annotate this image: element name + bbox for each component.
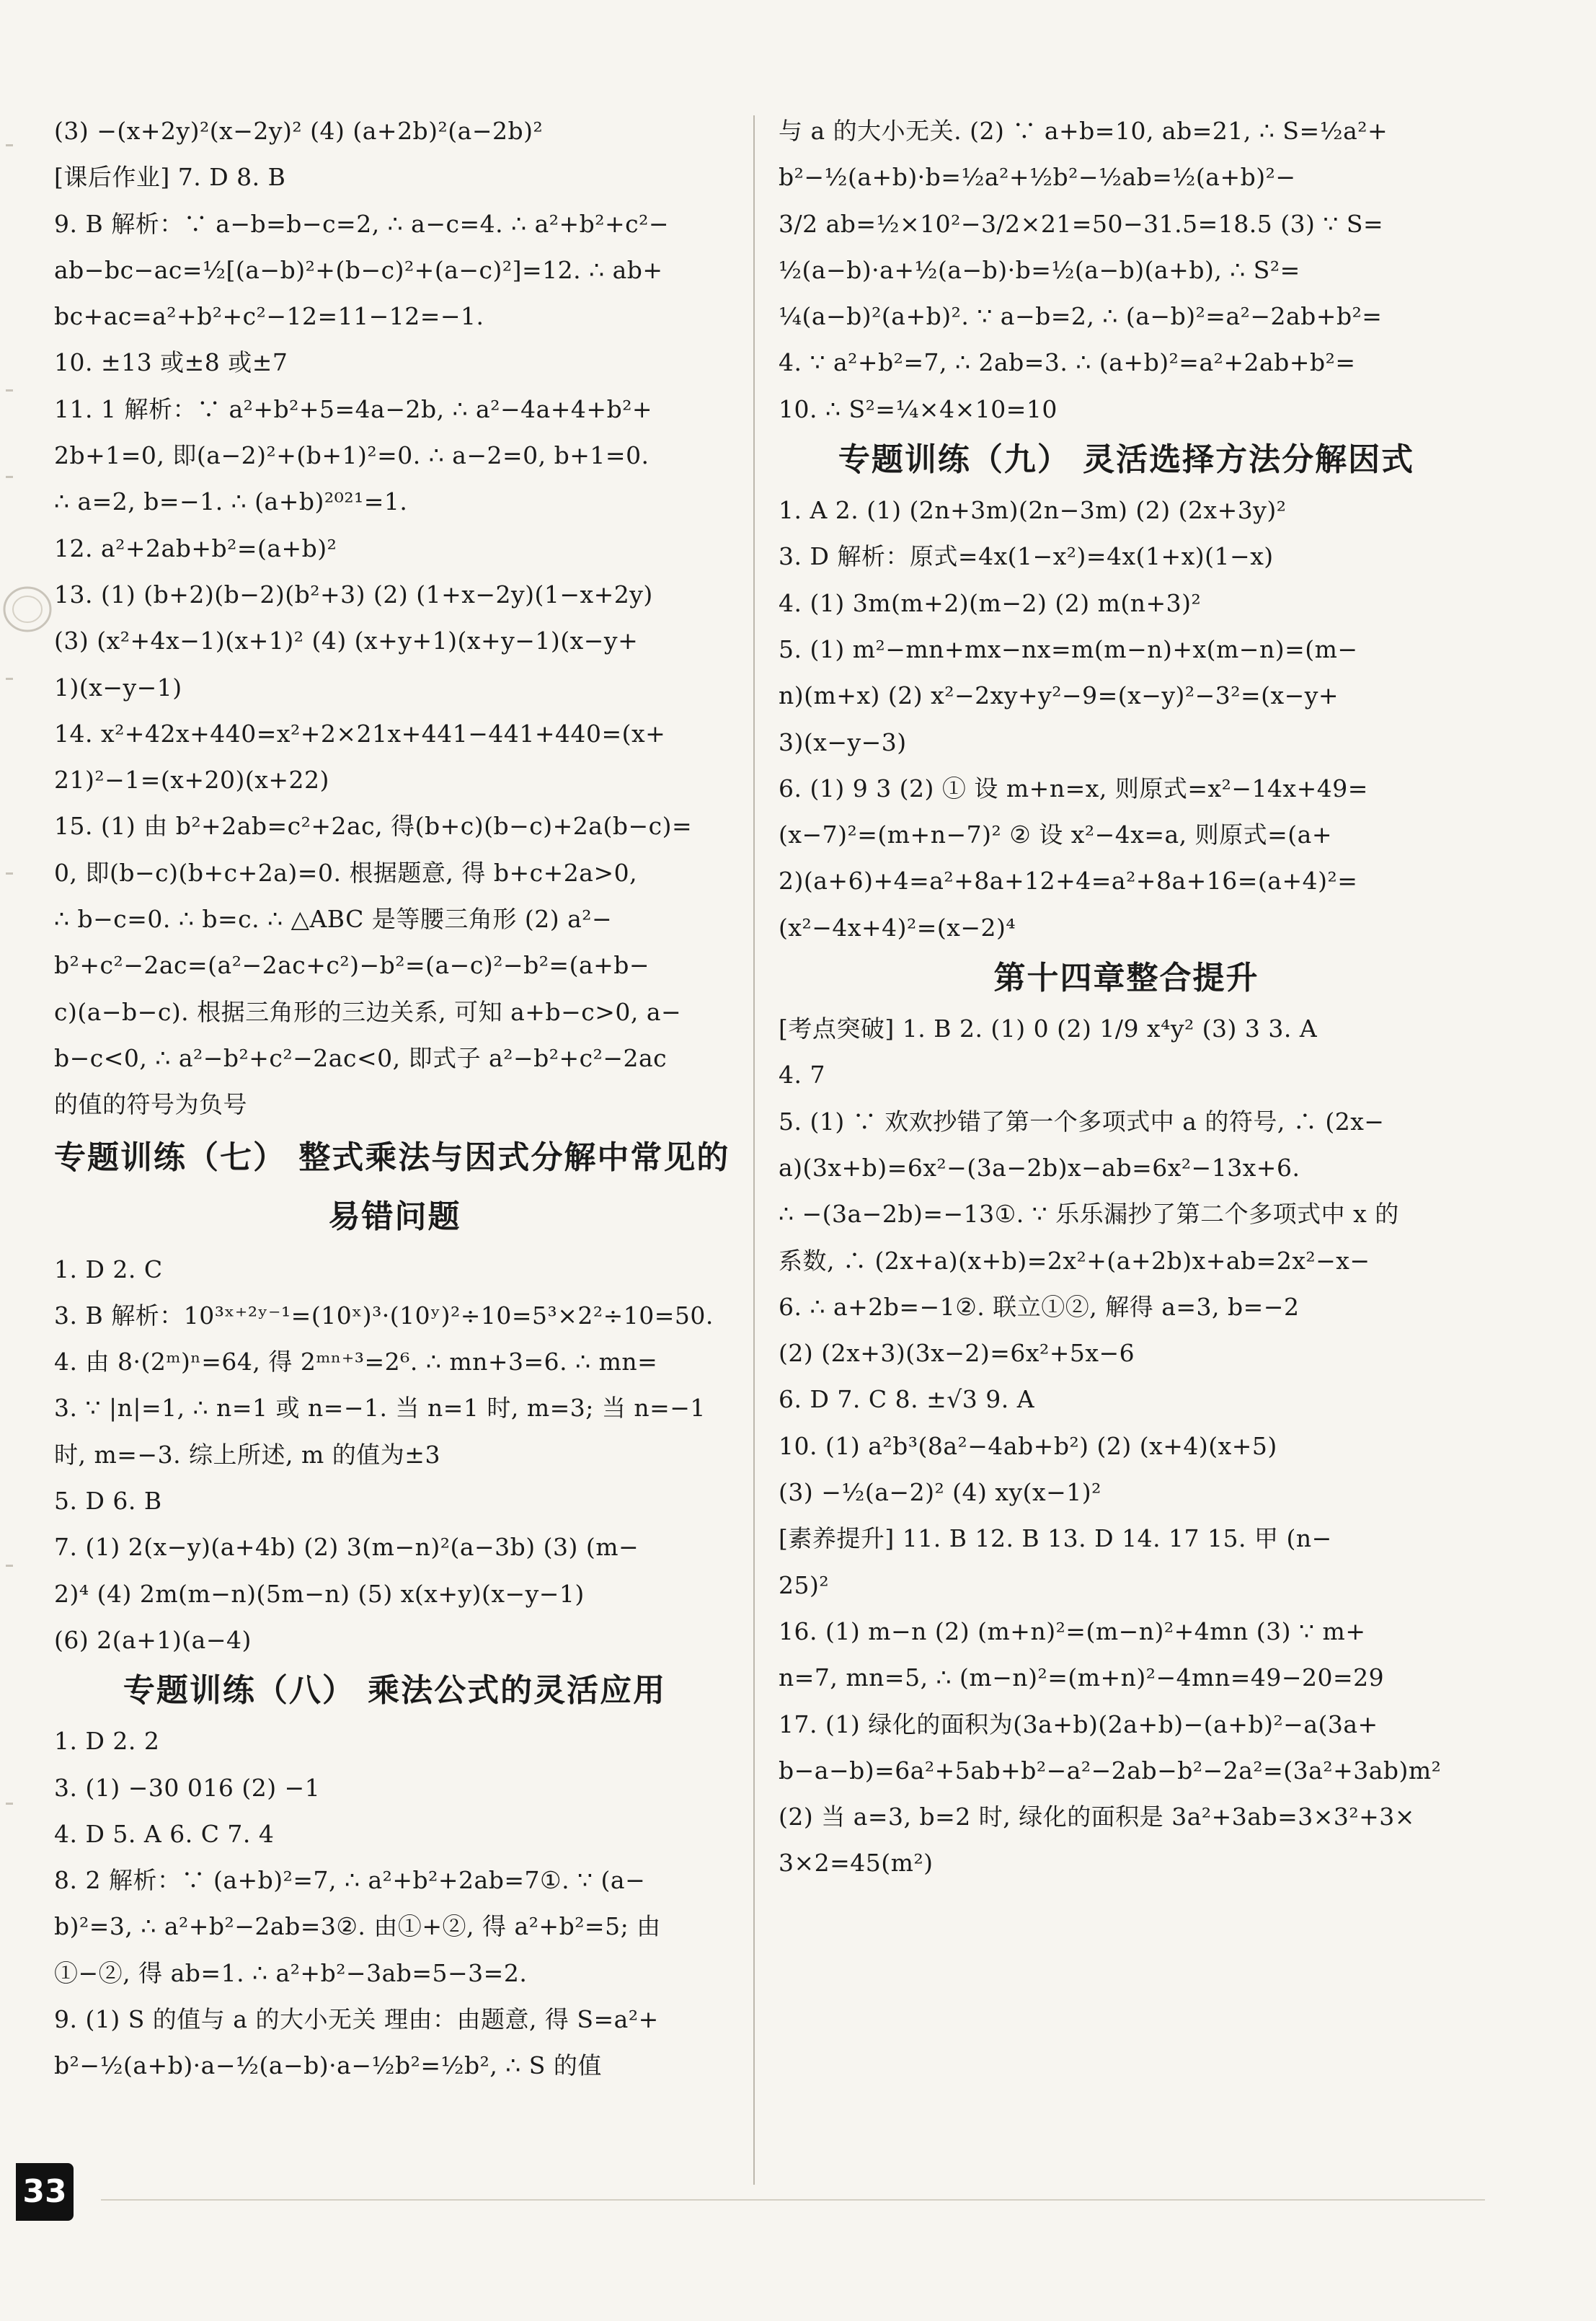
binding-mark xyxy=(6,678,13,680)
answer-line: b−a−b)=6a²+5ab+b²−a²−2ab−b²−2a²=(3a²+3ab)m² xyxy=(779,1756,1442,1785)
answer-line: bc+ac=a²+b²+c²−12=11−12=−1. xyxy=(54,302,484,331)
answer-line: 11. 1 解析：∵ a²+b²+5=4a−2b, ∴ a²−4a+4+b²+ xyxy=(54,394,653,423)
answer-line: 5. D 6. B xyxy=(54,1487,162,1516)
answer-line: 2b+1=0, 即(a−2)²+(b+1)²=0. ∴ a−2=0, b+1=0. xyxy=(54,441,650,470)
binding-mark xyxy=(6,476,13,478)
answer-line: 4. 7 xyxy=(779,1061,825,1089)
footer-rule xyxy=(101,2199,1485,2201)
answer-line: 4. (1) 3m(m+2)(m−2) (2) m(n+3)² xyxy=(779,588,1202,617)
section-heading: 专题训练（八） 乘法公式的灵活应用 xyxy=(123,1672,667,1710)
answer-line: 1. D 2. C xyxy=(54,1255,163,1283)
answer-line: 3. D 解析：原式=4x(1−x²)=4x(1+x)(1−x) xyxy=(779,542,1274,571)
answer-line: 6. (1) 9 3 (2) ① 设 m+n=x, 则原式=x²−14x+49= xyxy=(779,774,1368,803)
answer-line: (3) (x²+4x−1)(x+1)² (4) (x+y+1)(x+y−1)(x−y+ xyxy=(54,627,639,655)
binding-mark xyxy=(6,144,13,146)
answer-line: 6. ∴ a+2b=−1②. 联立①②, 解得 a=3, b=−2 xyxy=(779,1292,1300,1321)
answer-line: 3. B 解析：10³ˣ⁺²ʸ⁻¹=(10ˣ)³·(10ʸ)²÷10=5³×2²÷10=50. xyxy=(54,1301,714,1330)
answer-line: b)²=3, ∴ a²+b²−2ab=3②. 由①+②, 得 a²+b²=5; 由 xyxy=(54,1912,661,1941)
answer-line: b²+c²−2ac=(a²−2ac+c²)−b²=(a−c)²−b²=(a+b− xyxy=(54,951,650,980)
answer-line: 10. (1) a²b³(8a²−4ab+b²) (2) (x+4)(x+5) xyxy=(779,1431,1277,1460)
answer-line: 1. D 2. 2 xyxy=(54,1727,160,1756)
answer-line: 5. (1) ∵ 欢欢抄错了第一个多项式中 a 的符号, ∴ (2x− xyxy=(779,1107,1385,1136)
answer-line: (2) (2x+3)(3x−2)=6x²+5x−6 xyxy=(779,1339,1135,1368)
answer-line: (x−7)²=(m+n−7)² ② 设 x²−4x=a, 则原式=(a+ xyxy=(779,821,1333,849)
column-divider xyxy=(753,115,755,2185)
answer-line: (3) −½(a−2)² (4) xy(x−1)² xyxy=(779,1478,1101,1507)
answer-line: 9. B 解析：∵ a−b=b−c=2, ∴ a−c=4. ∴ a²+b²+c²− xyxy=(54,209,670,238)
binding-mark xyxy=(6,1803,13,1805)
answer-line: (6) 2(a+1)(a−4) xyxy=(54,1625,252,1654)
answer-line: 3/2 ab=½×10²−3/2×21=50−31.5=18.5 (3) ∵ S= xyxy=(779,209,1384,238)
answer-line: 21)²−1=(x+20)(x+22) xyxy=(54,766,329,795)
answer-line: ab−bc−ac=½[(a−b)²+(b−c)²+(a−c)²]=12. ∴ ab+ xyxy=(54,255,663,284)
answer-line: 时, m=−3. 综上所述, m 的值为±3 xyxy=(54,1440,440,1469)
binding-mark xyxy=(6,389,13,392)
answer-line: 16. (1) m−n (2) (m+n)²=(m−n)²+4mn (3) ∵ m+ xyxy=(779,1617,1366,1645)
watermark-stamp-icon xyxy=(0,577,58,642)
binding-mark xyxy=(6,1565,13,1567)
left-column xyxy=(54,108,735,2090)
answer-line: (x²−4x+4)²=(x−2)⁴ xyxy=(779,913,1016,942)
answer-line: 0, 即(b−c)(b+c+2a)=0. 根据题意, 得 b+c+2a>0, xyxy=(54,858,638,887)
answer-line: 3×2=45(m²) xyxy=(779,1849,934,1878)
answer-line: (3) −(x+2y)²(x−2y)² (4) (a+2b)²(a−2b)² xyxy=(54,117,544,145)
page-number: 33 xyxy=(16,2163,74,2221)
answer-line: 17. (1) 绿化的面积为(3a+b)(2a+b)−(a+b)²−a(3a+ xyxy=(779,1710,1378,1738)
answer-line: n=7, mn=5, ∴ (m−n)²=(m+n)²−4mn=49−20=29 xyxy=(779,1663,1385,1692)
answer-line: 25)² xyxy=(779,1570,830,1599)
answer-line: 5. (1) m²−mn+mx−nx=m(m−n)+x(m−n)=(m− xyxy=(779,635,1358,663)
answer-line: 系数, ∴ (2x+a)(x+b)=2x²+(a+2b)x+ab=2x²−x− xyxy=(779,1246,1370,1275)
answer-line: b²−½(a+b)·a−½(a−b)·a−½b²=½b², ∴ S 的值 xyxy=(54,2051,602,2080)
section-heading: 专题训练（九） 灵活选择方法分解因式 xyxy=(838,441,1415,479)
answer-line: [素养提升] 11. B 12. B 13. D 14. 17 15. 甲 (n− xyxy=(779,1524,1332,1553)
binding-mark xyxy=(6,872,13,875)
answer-line: a)(3x+b)=6x²−(3a−2b)x−ab=6x²−13x+6. xyxy=(779,1153,1300,1182)
answer-line: 10. ∴ S²=¼×4×10=10 xyxy=(779,394,1058,423)
section-heading: 易错问题 xyxy=(328,1198,461,1235)
answer-line: ①−②, 得 ab=1. ∴ a²+b²−3ab=5−3=2. xyxy=(54,1958,528,1987)
answer-line: 12. a²+2ab+b²=(a+b)² xyxy=(54,534,337,562)
answer-line: 1. A 2. (1) (2n+3m)(2n−3m) (2) (2x+3y)² xyxy=(779,496,1287,525)
answer-line: ∴ a=2, b=−1. ∴ (a+b)²⁰²¹=1. xyxy=(54,487,408,516)
answer-line: 2)(a+6)+4=a²+8a+12+4=a²+8a+16=(a+4)²= xyxy=(779,867,1358,896)
answer-line: 15. (1) 由 b²+2ab=c²+2ac, 得(b+c)(b−c)+2a(b−c)= xyxy=(54,812,693,841)
answer-line: 10. ±13 或±8 或±7 xyxy=(54,348,288,377)
answer-line: [考点突破] 1. B 2. (1) 0 (2) 1/9 x⁴y² (3) 3 3. A xyxy=(779,1014,1318,1043)
binding-edge-marks xyxy=(0,0,22,2321)
answer-line: (2) 当 a=3, b=2 时, 绿化的面积是 3a²+3ab=3×3²+3× xyxy=(779,1803,1415,1831)
right-column xyxy=(779,108,1474,1887)
answer-line: [课后作业] 7. D 8. B xyxy=(54,163,286,192)
section-heading: 第十四章整合提升 xyxy=(993,960,1259,997)
answer-line: 4. ∵ a²+b²=7, ∴ 2ab=3. ∴ (a+b)²=a²+2ab+b²= xyxy=(779,348,1356,377)
answer-line: 2)⁴ (4) 2m(m−n)(5m−n) (5) x(x+y)(x−y−1) xyxy=(54,1579,585,1608)
answer-line: ¼(a−b)²(a+b)². ∵ a−b=2, ∴ (a−b)²=a²−2ab+b²= xyxy=(779,302,1383,331)
answer-line: 8. 2 解析：∵ (a+b)²=7, ∴ a²+b²+2ab=7①. ∵ (a− xyxy=(54,1866,646,1895)
answer-line: n)(m+x) (2) x²−2xy+y²−9=(x−y)²−3²=(x−y+ xyxy=(779,681,1339,710)
answer-line: 7. (1) 2(x−y)(a+4b) (2) 3(m−n)²(a−3b) (3) (m− xyxy=(54,1533,639,1562)
answer-line: 6. D 7. C 8. ±√3 9. A xyxy=(779,1385,1035,1414)
section-heading: 专题训练（七） 整式乘法与因式分解中常见的 xyxy=(54,1139,730,1176)
answer-line: 3. ∵ |n|=1, ∴ n=1 或 n=−1. 当 n=1 时, m=3; 当 n=−1 xyxy=(54,1394,706,1423)
answer-line: ½(a−b)·a+½(a−b)·b=½(a−b)(a+b), ∴ S²= xyxy=(779,255,1300,284)
answer-line: 的值的符号为负号 xyxy=(54,1090,247,1119)
answer-line: 3)(x−y−3) xyxy=(779,728,907,756)
answer-line: 9. (1) S 的值与 a 的大小无关 理由：由题意, 得 S=a²+ xyxy=(54,2004,659,2033)
answer-line: 4. D 5. A 6. C 7. 4 xyxy=(54,1819,275,1848)
answer-line: b−c<0, ∴ a²−b²+c²−2ac<0, 即式子 a²−b²+c²−2ac xyxy=(54,1043,668,1072)
answer-line: 3. (1) −30 016 (2) −1 xyxy=(54,1773,321,1802)
answer-line: c)(a−b−c). 根据三角形的三边关系, 可知 a+b−c>0, a− xyxy=(54,997,682,1026)
answer-line: ∴ b−c=0. ∴ b=c. ∴ △ABC 是等腰三角形 (2) a²− xyxy=(54,905,613,934)
answer-line: 1)(x−y−1) xyxy=(54,673,182,702)
answer-line: 13. (1) (b+2)(b−2)(b²+3) (2) (1+x−2y)(1−x+2y) xyxy=(54,580,653,609)
answer-line: 14. x²+42x+440=x²+2×21x+441−441+440=(x+ xyxy=(54,719,666,748)
answer-line: 与 a 的大小无关. (2) ∵ a+b=10, ab=21, ∴ S=½a²+ xyxy=(779,117,1388,145)
answer-line: ∴ −(3a−2b)=−13①. ∵ 乐乐漏抄了第二个多项式中 x 的 xyxy=(779,1200,1399,1229)
answer-line: 4. 由 8·(2ᵐ)ⁿ=64, 得 2ᵐⁿ⁺³=2⁶. ∴ mn+3=6. ∴ mn= xyxy=(54,1348,658,1376)
answer-line: b²−½(a+b)·b=½a²+½b²−½ab=½(a+b)²− xyxy=(779,163,1296,192)
